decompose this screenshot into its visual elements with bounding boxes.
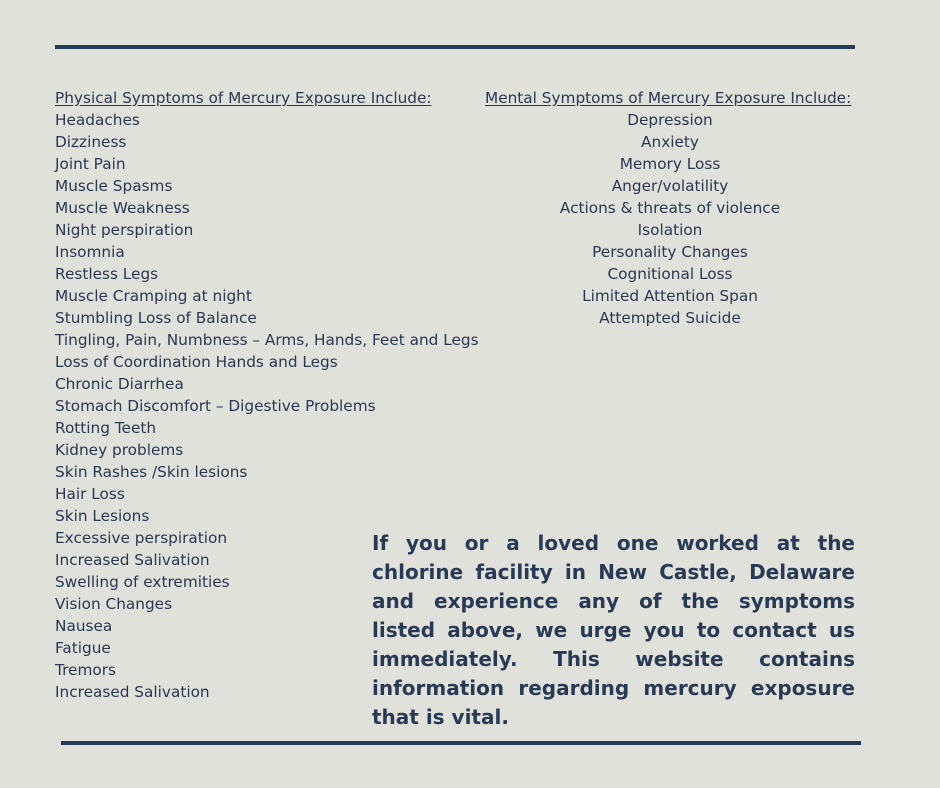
mental-symptoms-heading: Mental Symptoms of Mercury Exposure Include: — [485, 89, 852, 107]
symptom-item: Joint Pain — [55, 155, 126, 173]
symptom-item: Chronic Diarrhea — [55, 375, 184, 393]
symptom-item: Muscle Cramping at night — [55, 287, 252, 305]
mental-symptoms-column — [485, 87, 855, 329]
symptom-item: Swelling of extremities — [55, 573, 230, 591]
contact-call-to-action: If you or a loved one worked at the chlorine facility in New Castle, Delaware and experience any of the symptoms listed above, we urge you to contact us immediately. This website contains information regarding mercury exposure that is vital. — [372, 531, 855, 729]
symptom-item: Fatigue — [55, 639, 111, 657]
symptom-item: Insomnia — [55, 243, 125, 261]
symptom-item: Nausea — [55, 617, 113, 635]
symptom-item: Depression — [627, 111, 713, 129]
symptom-item: Actions & threats of violence — [559, 199, 781, 217]
symptom-item: Isolation — [637, 221, 703, 239]
symptom-item: Limited Attention Span — [582, 287, 758, 305]
symptom-item: Rotting Teeth — [55, 419, 157, 437]
symptom-item: Excessive perspiration — [55, 529, 228, 547]
symptom-item: Skin Rashes /Skin lesions — [55, 463, 248, 481]
symptom-item: Muscle Spasms — [55, 177, 173, 195]
symptom-item: Dizziness — [55, 133, 127, 151]
symptom-item: Stomach Discomfort – Digestive Problems — [55, 397, 376, 415]
symptom-item: Muscle Weakness — [55, 199, 190, 217]
mental-symptoms-list — [485, 109, 855, 329]
symptom-item: Anger/volatility — [611, 177, 729, 195]
symptom-item: Increased Salivation — [55, 551, 210, 569]
symptom-item: Stumbling Loss of Balance — [55, 309, 257, 327]
symptom-item: Night perspiration — [55, 221, 194, 239]
symptom-item: Vision Changes — [55, 595, 173, 613]
symptom-item: Hair Loss — [55, 485, 125, 503]
symptom-item: Tremors — [55, 661, 116, 679]
symptom-item: Personality Changes — [592, 243, 748, 261]
symptom-item: Kidney problems — [55, 441, 184, 459]
symptom-item: Attempted Suicide — [599, 309, 741, 327]
symptom-item: Tingling, Pain, Numbness – Arms, Hands, Feet and Legs — [55, 331, 479, 349]
symptom-item: Skin Lesions — [55, 507, 150, 525]
symptom-item: Memory Loss — [619, 155, 721, 173]
bottom-divider — [61, 741, 861, 745]
symptom-item: Cognitional Loss — [607, 265, 733, 283]
physical-symptoms-heading: Physical Symptoms of Mercury Exposure Include: — [55, 89, 432, 107]
symptom-item: Loss of Coordination Hands and Legs — [55, 353, 338, 371]
top-divider — [55, 45, 855, 49]
symptom-item: Anxiety — [641, 133, 699, 151]
symptom-item: Increased Salivation — [55, 683, 210, 701]
symptom-item: Headaches — [55, 111, 140, 129]
symptom-item: Restless Legs — [55, 265, 159, 283]
